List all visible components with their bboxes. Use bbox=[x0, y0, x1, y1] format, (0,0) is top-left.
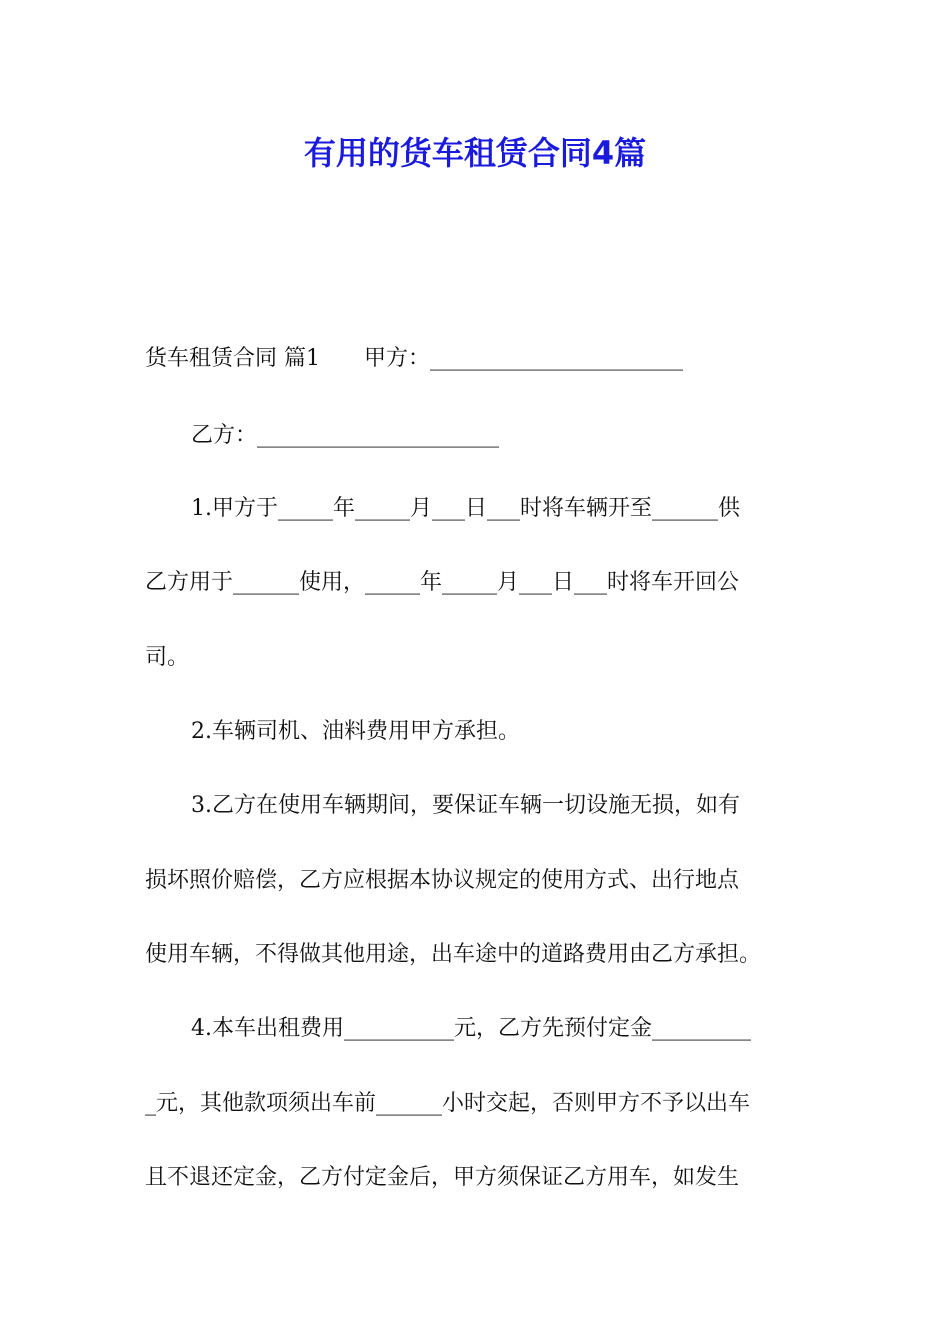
contract-line: _元，其他款项须出车前______小时交起，否则甲方不予以出车 bbox=[145, 1091, 751, 1116]
document-title: 有用的货车租赁合同4篇 bbox=[303, 134, 647, 172]
contract-line: 乙方用于______使用，_____年_____月___日___时将车开回公 bbox=[145, 570, 740, 595]
contract-line: 2.车辆司机、油料费用甲方承担。 bbox=[191, 719, 520, 744]
contract-line: 乙方：______________________ bbox=[191, 423, 500, 448]
contract-line: 且不退还定金，乙方付定金后，甲方须保证乙方用车，如发生 bbox=[145, 1165, 740, 1190]
contract-line: 使用车辆，不得做其他用途，出车途中的道路费用由乙方承担。 bbox=[145, 942, 762, 967]
contract-line: 4.本车出租费用__________元，乙方先预付定金_________ bbox=[191, 1016, 751, 1041]
contract-line: 损坏照价赔偿，乙方应根据本协议规定的使用方式、出行地点 bbox=[145, 868, 740, 893]
contract-line: 3.乙方在使用车辆期间，要保证车辆一切设施无损，如有 bbox=[191, 793, 740, 818]
contract-line: 货车租赁合同 篇1 甲方：_______________________ bbox=[145, 346, 683, 371]
contract-line: 司。 bbox=[145, 645, 190, 670]
contract-line: 1.甲方于_____年_____月___日___时将车辆开至______供 bbox=[191, 496, 740, 521]
